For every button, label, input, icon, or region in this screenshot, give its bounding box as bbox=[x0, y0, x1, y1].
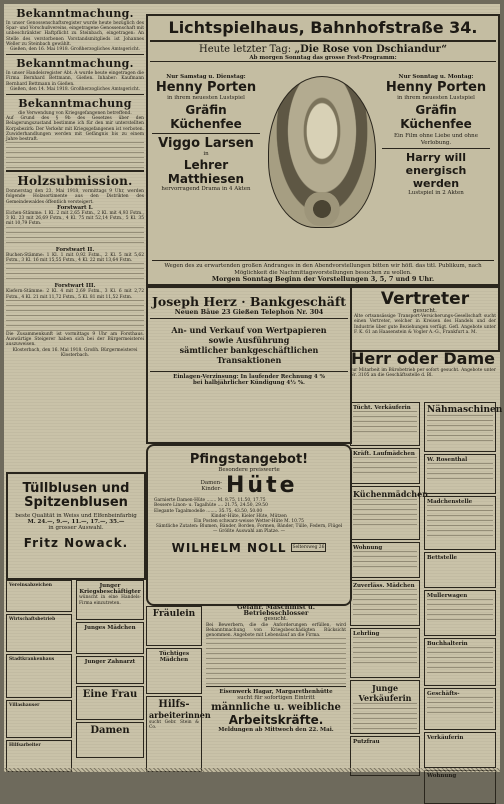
notice-1-body: In unser Genossenschaftsregister wurde heute bezüglich des Spar- und Vorschußvereins, eingetragene Genossenschaft mit unbeschränkter Haftpflicht zu Steinbach, eingetragen: An Stelle des verstorbenen Vorstandsmitglieds ist Johannes Weller zu Steinbach gewählt. bbox=[6, 21, 144, 47]
classified bbox=[424, 770, 496, 804]
column-small-ads-mid bbox=[76, 578, 144, 770]
classified-fineprint bbox=[427, 463, 493, 483]
notice-1-title: Bekanntmachung. bbox=[16, 7, 134, 20]
cinema-left-days: Nur Samstag u. Dienstag: bbox=[166, 74, 246, 80]
divider bbox=[6, 54, 144, 55]
classified bbox=[424, 732, 496, 768]
pfingst-title: Pfingstangebot! bbox=[189, 452, 309, 467]
classified-title: Junges Mädchen bbox=[84, 625, 136, 631]
classified-title: Wohnung bbox=[353, 545, 383, 551]
holz-section-heading: Forstwart I. bbox=[57, 204, 93, 211]
classified-title: Verkäuferin bbox=[427, 735, 464, 741]
pfingst-hats-labels bbox=[200, 480, 222, 492]
cinema-footer bbox=[152, 260, 494, 282]
cinema-left-program bbox=[152, 74, 260, 192]
holz-section-text: Buchen-Stämme: 1 Kl. 1 mit 0,92 Fstm., 2 Kl. 5 mit 5,62 Fstm., 3 Kl. 16 mit 15,55 Fstm., 4 Kl. 22 mit 13,64 Fstm. bbox=[6, 252, 144, 264]
holz-section-fineprint bbox=[6, 227, 144, 247]
column-small-ads-left bbox=[6, 578, 72, 770]
holz-sign: Klosterbach, den 16. Mai 1918. Großh. Bürgermeisterei Klosterbach. bbox=[12, 347, 138, 358]
classified bbox=[350, 680, 420, 734]
classified-title: Putzfrau bbox=[353, 739, 380, 745]
cinema-right-days: Nur Sonntag u. Montag: bbox=[398, 74, 474, 80]
classified bbox=[6, 580, 72, 612]
tull-prices: M. 24.—, 9.—, 11.—, 17.—, 35.— bbox=[27, 519, 125, 526]
holz-section-fineprint bbox=[6, 300, 144, 332]
tull-title-2: Spitzenblusen bbox=[24, 495, 128, 510]
column-official-notices bbox=[6, 6, 144, 468]
gefahr-body: Bei Bewerbern, die die Anforderungen erfüllen, wird Bekanntmachung von Kriegsbeschädigten Rücksicht genommen. Angebote mit Lebenslauf an die Firma. bbox=[206, 622, 346, 639]
bank-interest: Einlagen-Verzinsung: In laufender Rechnung 4 % bbox=[173, 374, 325, 381]
divider bbox=[382, 148, 490, 149]
holz-section-text: Kiefern-Stämme: 2 Kl. 4 mit 2,69 Fstm., 3 Kl. 6 mit 2,72 Fstm., 4 Kl. 21 mit 11,72 Fstm., 5 Kl. 81 mit 11,52 Fstm. bbox=[6, 289, 144, 300]
cinema-title: Lichtspielhaus, Bahnhofstraße 34. bbox=[150, 18, 496, 42]
newspaper-page bbox=[4, 4, 503, 779]
classified-body: wünscht in eine Handels-Firma einzutreten. bbox=[79, 595, 141, 606]
cinema-left-role: in ihrem neuesten Lustspiel bbox=[167, 95, 245, 102]
classified bbox=[6, 614, 72, 652]
cinema-today-label: Heute letzter Tag: bbox=[199, 44, 292, 55]
cinema-left-star: Henny Porten bbox=[155, 80, 257, 96]
notice-2-title: Bekanntmachung. bbox=[16, 57, 134, 71]
cinema-left-film: Gräfin Küchenfee bbox=[170, 103, 242, 132]
ad-joseph-herz-bank bbox=[146, 286, 352, 444]
classified-title: Tücht. Verkäuferin bbox=[353, 405, 411, 411]
classified-title: W. Rosenthal bbox=[427, 457, 468, 463]
classified-fineprint bbox=[353, 637, 417, 667]
classified-fineprint bbox=[353, 551, 417, 567]
bank-title: Joseph Herz · Bankgeschäft bbox=[151, 294, 347, 309]
cinema-right-star: Henny Porten bbox=[385, 80, 487, 96]
classified-title: Bettstelle bbox=[427, 555, 458, 561]
classified bbox=[146, 648, 202, 694]
bank-service-3: sämtlicher bankgeschäftlichen bbox=[179, 345, 319, 356]
classified bbox=[146, 606, 202, 646]
classified-title: Hilfs- bbox=[158, 699, 190, 710]
pfingst-subtitle: Besondere preiswerte bbox=[218, 467, 280, 473]
classified-title: Wirtschaftsbetrieb bbox=[9, 617, 56, 622]
cinema-right-actor: Harry will energisch werden bbox=[405, 150, 467, 190]
classified-title: Wohnung bbox=[427, 773, 457, 779]
bank-interest-2: bei halbjährlicher Kündigung 4½ %. bbox=[193, 380, 305, 387]
column-right-b bbox=[424, 400, 503, 779]
pfingst-row: — Größte Auswahl am Platze. — bbox=[213, 529, 285, 535]
cinema-footer-note: Wegen des zu erwartenden großen Andranges in den Abendvorstellungen bitten wir höfl. das titl. Publikum, nach Möglichkeit die Nachmittagsvorstellungen besuchen zu wollen. bbox=[164, 263, 482, 276]
notice-3-body: Auf Grund des § 9b des Gesetzes über den Belagerungszustand bestimme ich für den mir unterstellten Korpsbezirk: Der Verkehr mit Kriegsgefangenen ist verboten. Zuwiderhandlungen werden mit Gefängnis bis zu einem Jahre bestraft. bbox=[6, 116, 144, 143]
eisenwerk-big-2: Arbeitskräfte. bbox=[228, 712, 324, 727]
classified-fineprint bbox=[353, 457, 417, 473]
bank-service-1: An- und Verkauf von Wertpapieren bbox=[171, 325, 327, 336]
eisenwerk-big: männliche u. weibliche bbox=[211, 701, 341, 713]
classified bbox=[6, 700, 72, 738]
eisenwerk-title: Eisenwerk Hagar, Margarethenhütte bbox=[219, 689, 333, 696]
pfingst-price-list bbox=[150, 498, 348, 534]
eisenwerk-footer: Meldungen ab Mittwoch den 22. Mai. bbox=[218, 726, 334, 733]
cinema-left-actor: Viggo Larsen bbox=[158, 136, 254, 152]
classified-title: Lehrling bbox=[353, 631, 380, 637]
ad-tullblusen bbox=[6, 472, 146, 580]
classified-title-2: arbeiterinnen bbox=[149, 710, 211, 720]
holz-section-fineprint bbox=[6, 263, 144, 283]
cinema-left-film2: Lehrer Matthiesen bbox=[167, 157, 245, 186]
classified bbox=[424, 552, 496, 588]
divider bbox=[6, 94, 144, 95]
pfingst-firm: WILHELM NOLL bbox=[171, 540, 287, 555]
pfingst-row: Sämtliche Zutaten: Blumen, Bänder, Borden, Formen, Bänder, Tülle, Federn, Flügel bbox=[155, 524, 343, 530]
pfingst-row: Bessere Linon- u. Tagalhüte .... 21.75, 24.50, 29.50 bbox=[154, 503, 268, 509]
classified bbox=[76, 722, 144, 758]
holz-section-heading: Forstwart II. bbox=[55, 246, 95, 253]
classified-title: Vereinsabzeichen bbox=[9, 583, 52, 588]
classified bbox=[424, 638, 496, 686]
classified-fineprint bbox=[353, 411, 417, 433]
cinema-today-film: „Die Rose von Dschiandur“ bbox=[294, 44, 447, 55]
classified-title: Küchenmädchen bbox=[353, 489, 429, 499]
classified bbox=[76, 656, 144, 684]
holz-section bbox=[6, 247, 144, 284]
vertreter-title: Vertreter bbox=[380, 289, 470, 309]
cinema-right-film: Gräfin Küchenfee bbox=[400, 103, 472, 132]
herrdame-body: zur Mitarbeit im Bürobetrieb per sofort gesucht. Angebote unter Nr. 3105 an die Geschäftsstelle d. Bl. bbox=[350, 368, 496, 379]
classified-title: Buchhalterin bbox=[427, 641, 468, 647]
classified-fineprint bbox=[427, 647, 493, 673]
ad-maschinist-eisenwerk bbox=[206, 604, 346, 770]
holz-section bbox=[6, 205, 144, 247]
classified bbox=[146, 696, 211, 772]
classified-title: Stadtkrankenhaus bbox=[9, 657, 55, 662]
holz-section-heading: Forstwart III. bbox=[54, 283, 96, 290]
classified bbox=[350, 448, 420, 484]
classified-fineprint bbox=[353, 703, 417, 731]
classified bbox=[424, 454, 496, 494]
divider bbox=[152, 133, 260, 134]
classified-fineprint bbox=[427, 697, 493, 717]
classified-title: Junger Zahnarzt bbox=[84, 659, 136, 665]
divider bbox=[206, 686, 346, 687]
pfingst-line-damen: Damen- bbox=[200, 479, 223, 486]
tull-note: in grosser Auswahl. bbox=[48, 525, 104, 532]
notice-2-sign: Gießen, den 14. Mai 1918. Großherzogliches Amtsgericht. bbox=[9, 86, 141, 92]
classified-fineprint bbox=[353, 499, 417, 529]
vertreter-body: Alte ortsansässige Transport-Versicherungs-Gesellschaft sucht einen Vertreter, welcher in Kreisen des Handels und der Industrie über gute Beziehungen verfügt. Gefl. Angebote unter F. K. 61 an Haasenstein & Vogler A.-G., Frankfurt a. M. bbox=[354, 314, 496, 335]
cinema-right-program bbox=[382, 74, 490, 196]
tull-title-1: Tüllblusen und bbox=[22, 481, 130, 496]
classified-title: Damen bbox=[90, 725, 130, 736]
classified bbox=[424, 688, 496, 730]
classified-title: Zuverläss. Mädchen bbox=[353, 583, 415, 589]
classified-title: Nähmaschinen bbox=[427, 405, 503, 415]
classified-title: Hilfsarbeiter bbox=[9, 743, 41, 748]
column-right-a bbox=[350, 400, 429, 770]
page-fold-shadow bbox=[4, 768, 500, 772]
gefahr-subtitle: gesucht. bbox=[264, 616, 288, 623]
classified-fineprint bbox=[427, 505, 493, 537]
holz-intro: Donnerstag den 23. Mai 1918, vormittags 9 Uhr, werden folgende Holzsortimente aus den Distrikten des Gemeindewaldes öffentlich versteigert. bbox=[6, 189, 144, 205]
classified bbox=[6, 654, 72, 698]
holz-section-text: Eichen-Stämme: 1 Kl. 2 mit 2,65 Fstm., 2 Kl. mit 4,93 Fstm., 3 Kl. 23 mit 26,69 Fstm., 4 Kl. 75 mit 52,14 Fstm., 5 Kl. 35 mit 10,79 Fstm. bbox=[6, 211, 144, 227]
pfingst-row: Elegante Tagalmodelle ........ 35.75, 43.50, 50.00 bbox=[154, 508, 263, 514]
bank-service-2: sowie Ausführung bbox=[208, 335, 290, 346]
pfingst-row: Ein Posten schwarz-weisse Wetter-Hüte M. 10.75 bbox=[194, 519, 304, 525]
pfingst-firm-block bbox=[150, 541, 348, 555]
ad-herr-oder-dame bbox=[350, 350, 496, 396]
classified-fineprint bbox=[427, 599, 493, 623]
divider bbox=[6, 170, 144, 172]
classified bbox=[76, 622, 144, 654]
classified bbox=[76, 580, 144, 620]
classified-title: Geschäfts- bbox=[427, 691, 460, 697]
classified-fineprint bbox=[427, 415, 493, 441]
gefahr-fineprint bbox=[206, 638, 346, 684]
notice-3-fineprint bbox=[6, 142, 144, 168]
pfingst-big: Hüte bbox=[226, 473, 298, 499]
ad-pfingstangebot bbox=[146, 444, 352, 606]
bank-address: Neuen Bäue 23 Gießen Telephon Nr. 304 bbox=[150, 309, 348, 319]
classified bbox=[424, 496, 496, 550]
cinema-today bbox=[150, 44, 496, 55]
holz-sections bbox=[6, 205, 144, 332]
pfingst-line-kinder: Kinder- bbox=[201, 485, 223, 492]
classified-title: Tüchtiges Mädchen bbox=[158, 651, 190, 664]
classified bbox=[350, 542, 420, 578]
holz-title: Holzsubmission. bbox=[17, 174, 133, 189]
classified-fineprint bbox=[353, 589, 417, 615]
ad-vertreter bbox=[350, 286, 500, 352]
notice-2-body: In unser Handelsregister Abt. A wurde heute eingetragen die Firma Bernhard Bettmann, Gießen. Inhaber: Kaufmann Bernhard Bettmann in Gießen. bbox=[6, 71, 144, 87]
tull-body: beste Qualität in Weiss und Elfenbeinfarbig bbox=[15, 513, 137, 519]
notice-3-title: Bekanntmachung bbox=[18, 97, 132, 111]
cinema-footer-times: Morgen Sonntag Beginn der Vorstellungen 3, 5, 7 und 9 Uhr. bbox=[211, 274, 435, 283]
cinema-right-genre: Lustspiel in 2 Akten bbox=[408, 189, 464, 196]
bank-service-4: Transaktionen bbox=[216, 355, 282, 366]
flower-bouquet-illustration bbox=[298, 192, 346, 226]
divider bbox=[150, 371, 348, 372]
classified bbox=[350, 628, 420, 678]
classified-title: Madchenstelle bbox=[427, 499, 473, 505]
holz-footer: Die Zusammenkunft ist vormittags 9 Uhr am Forsthaus. Auswärtige Steigerer haben sich bei der Bürgermeisterei auszuweisen. bbox=[6, 331, 144, 348]
ad-lichtspielhaus bbox=[146, 14, 500, 286]
cinema-right-role: in ihrem neuesten Lustspiel bbox=[397, 95, 475, 102]
classified-title: Junge Verkäuferin bbox=[358, 683, 412, 703]
eisenwerk-subtitle: sucht für sofortigen Eintritt bbox=[237, 695, 315, 702]
herrdame-title: Herr oder Dame bbox=[351, 349, 495, 368]
classified-title: Mullerwagen bbox=[427, 593, 468, 599]
cinema-left-in: in bbox=[203, 151, 209, 158]
tull-firm: Fritz Nowack. bbox=[23, 535, 129, 550]
classified bbox=[350, 486, 429, 540]
pfingst-hats-heading bbox=[150, 473, 348, 498]
notice-3-subtitle: die Verwendung von Kriegsgefangenen betreffend. bbox=[18, 111, 132, 117]
cinema-right-desc: Ein Film ohne Liebe und ohne Verlobung. bbox=[394, 133, 478, 146]
classified-body: sucht Gebr. Stein & Co. bbox=[149, 720, 199, 731]
classified bbox=[350, 580, 420, 626]
classified bbox=[424, 402, 503, 452]
classified-title: Junger Kriegsbeschäftigter bbox=[79, 583, 141, 596]
classified bbox=[350, 402, 420, 446]
vertreter-subtitle: gesucht. bbox=[413, 308, 437, 314]
holz-section bbox=[6, 283, 144, 332]
notice-1-sign: Gießen, den 16. Mai 1918. Großherzogliches Amtsgericht. bbox=[9, 47, 141, 53]
cinema-left-genre: hervorragend Drama in 4 Akten bbox=[161, 185, 251, 192]
classified bbox=[76, 686, 144, 720]
classified-title: Fräulein bbox=[152, 609, 196, 619]
cinema-sunday-program: Ab morgen Sonntag das grosse Fest-Programm: bbox=[150, 55, 496, 62]
classified-title: Eine Frau bbox=[82, 689, 138, 700]
classified-title: Villashauser bbox=[9, 703, 40, 708]
gefahr-title: Gefahr. Maschinist u. Betriebsschlosser bbox=[236, 603, 316, 618]
pfingst-row: Kinder-Hüte, Kieler Hüte, Mützen bbox=[211, 513, 287, 519]
pfingst-row: Garnierte Damen-Hüte ....... M. 8.75, 11.50, 17.75 bbox=[154, 498, 266, 504]
classified-title: Kräft. Laufmädchen bbox=[353, 451, 415, 457]
column-small-ads-center bbox=[146, 604, 211, 770]
classified bbox=[424, 590, 496, 636]
pfingst-firm-address: Seltersweg 26 bbox=[291, 543, 327, 552]
